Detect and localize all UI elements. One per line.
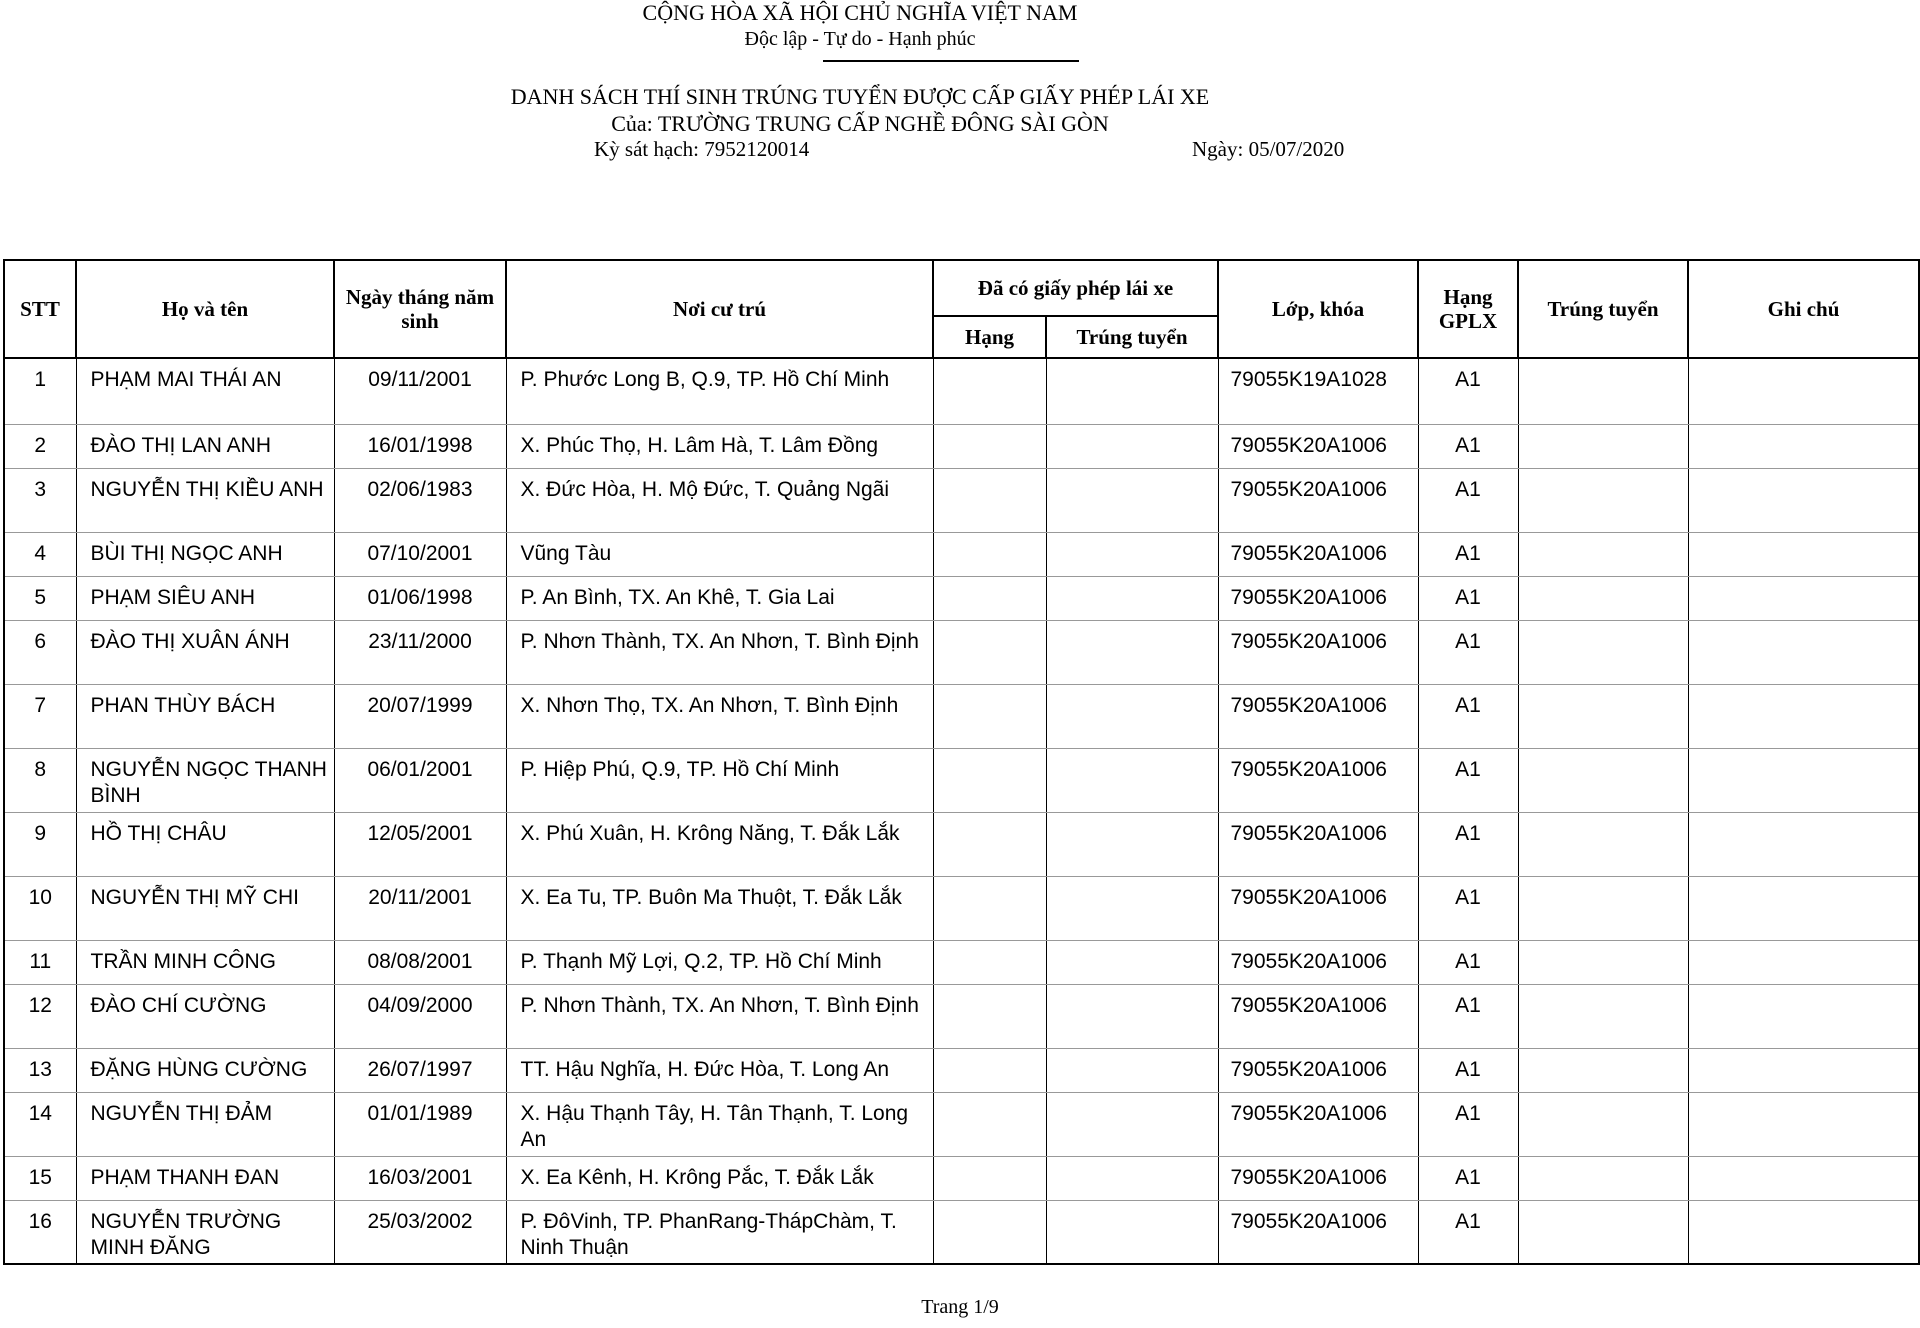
- cell-gplx: A1: [1418, 1092, 1518, 1156]
- cell-passed: [1518, 358, 1688, 424]
- cell-address: P. Nhơn Thành, TX. An Nhơn, T. Bình Định: [506, 620, 933, 684]
- cell-class: 79055K20A1006: [1218, 1092, 1418, 1156]
- cell-note: [1688, 984, 1919, 1048]
- cell-dob: 01/06/1998: [334, 576, 506, 620]
- cell-gplx: A1: [1418, 620, 1518, 684]
- cell-class: 79055K20A1006: [1218, 576, 1418, 620]
- cell-name: ĐÀO THỊ XUÂN ÁNH: [76, 620, 334, 684]
- cell-dob: 08/08/2001: [334, 940, 506, 984]
- cell-stt: 9: [4, 812, 76, 876]
- cell-name: PHẠM MAI THÁI AN: [76, 358, 334, 424]
- cell-address: P. Hiệp Phú, Q.9, TP. Hồ Chí Minh: [506, 748, 933, 812]
- cell-note: [1688, 620, 1919, 684]
- cell-license-rank: [933, 1200, 1046, 1264]
- cell-gplx: A1: [1418, 984, 1518, 1048]
- cell-name: ĐÀO THỊ LAN ANH: [76, 424, 334, 468]
- cell-passed: [1518, 576, 1688, 620]
- cell-gplx: A1: [1418, 424, 1518, 468]
- cell-class: 79055K20A1006: [1218, 748, 1418, 812]
- table-body: [4, 358, 1919, 1264]
- header-dob: Ngày tháng năm sinh: [334, 260, 506, 358]
- cell-passed: [1518, 940, 1688, 984]
- cell-address: Vũng Tàu: [506, 532, 933, 576]
- cell-passed: [1518, 468, 1688, 532]
- cell-name: HỒ THỊ CHÂU: [76, 812, 334, 876]
- cell-gplx: A1: [1418, 468, 1518, 532]
- cell-name: TRẦN MINH CÔNG: [76, 940, 334, 984]
- cell-passed: [1518, 424, 1688, 468]
- table-row: [4, 1048, 1919, 1092]
- cell-gplx: A1: [1418, 1048, 1518, 1092]
- table-row: [4, 1156, 1919, 1200]
- cell-gplx: A1: [1418, 940, 1518, 984]
- cell-class: 79055K20A1006: [1218, 620, 1418, 684]
- nation-heading: CỘNG HÒA XÃ HỘI CHỦ NGHĨA VIỆT NAM: [642, 0, 1078, 25]
- cell-stt: 10: [4, 876, 76, 940]
- cell-license-rank: [933, 684, 1046, 748]
- cell-license-passed: [1046, 468, 1218, 532]
- cell-note: [1688, 468, 1919, 532]
- cell-passed: [1518, 684, 1688, 748]
- cell-note: [1688, 1048, 1919, 1092]
- table-row: [4, 984, 1919, 1048]
- cell-note: [1688, 1200, 1919, 1264]
- table-row: [4, 532, 1919, 576]
- cell-dob: 25/03/2002: [334, 1200, 506, 1264]
- cell-note: [1688, 748, 1919, 812]
- cell-address: TT. Hậu Nghĩa, H. Đức Hòa, T. Long An: [506, 1048, 933, 1092]
- organization: Của: TRƯỜNG TRUNG CẤP NGHỀ ĐÔNG SÀI GÒN: [611, 111, 1109, 136]
- header-address: Nơi cư trú: [506, 260, 933, 358]
- cell-license-rank: [933, 1156, 1046, 1200]
- cell-note: [1688, 876, 1919, 940]
- table-row: [4, 940, 1919, 984]
- cell-passed: [1518, 1092, 1688, 1156]
- table-row: [4, 576, 1919, 620]
- cell-class: 79055K20A1006: [1218, 468, 1418, 532]
- cell-address: X. Ea Tu, TP. Buôn Ma Thuột, T. Đắk Lắk: [506, 876, 933, 940]
- cell-address: X. Đức Hòa, H. Mộ Đức, T. Quảng Ngãi: [506, 468, 933, 532]
- cell-address: X. Phú Xuân, H. Krông Năng, T. Đắk Lắk: [506, 812, 933, 876]
- cell-class: 79055K20A1006: [1218, 1156, 1418, 1200]
- cell-stt: 7: [4, 684, 76, 748]
- cell-note: [1688, 940, 1919, 984]
- cell-address: P. Phước Long B, Q.9, TP. Hồ Chí Minh: [506, 358, 933, 424]
- cell-stt: 5: [4, 576, 76, 620]
- cell-note: [1688, 684, 1919, 748]
- cell-license-passed: [1046, 940, 1218, 984]
- cell-gplx: A1: [1418, 1200, 1518, 1264]
- cell-note: [1688, 424, 1919, 468]
- cell-license-passed: [1046, 812, 1218, 876]
- table-row: [4, 1200, 1919, 1264]
- cell-passed: [1518, 532, 1688, 576]
- cell-license-rank: [933, 876, 1046, 940]
- cell-license-rank: [933, 532, 1046, 576]
- cell-passed: [1518, 620, 1688, 684]
- cell-license-rank: [933, 620, 1046, 684]
- cell-address: P. ĐôVinh, TP. PhanRang-ThápChàm, T. Ninh Thuận: [506, 1200, 933, 1264]
- cell-license-passed: [1046, 876, 1218, 940]
- table-row: [4, 812, 1919, 876]
- cell-stt: 1: [4, 358, 76, 424]
- cell-stt: 13: [4, 1048, 76, 1092]
- cell-class: 79055K20A1006: [1218, 876, 1418, 940]
- cell-stt: 11: [4, 940, 76, 984]
- cell-dob: 16/01/1998: [334, 424, 506, 468]
- cell-license-rank: [933, 424, 1046, 468]
- cell-address: P. An Bình, TX. An Khê, T. Gia Lai: [506, 576, 933, 620]
- cell-class: 79055K20A1006: [1218, 812, 1418, 876]
- cell-dob: 16/03/2001: [334, 1156, 506, 1200]
- cell-class: 79055K20A1006: [1218, 684, 1418, 748]
- candidate-table: [3, 259, 1920, 1265]
- table-row: [4, 1092, 1919, 1156]
- cell-dob: 01/01/1989: [334, 1092, 506, 1156]
- table-row: [4, 424, 1919, 468]
- cell-passed: [1518, 748, 1688, 812]
- table-header: [4, 260, 1919, 358]
- table-row: [4, 748, 1919, 812]
- cell-name: NGUYỄN THỊ MỸ CHI: [76, 876, 334, 940]
- cell-dob: 23/11/2000: [334, 620, 506, 684]
- cell-license-rank: [933, 576, 1046, 620]
- cell-dob: 06/01/2001: [334, 748, 506, 812]
- header-passed: Trúng tuyển: [1518, 260, 1688, 358]
- motto-underline: [823, 60, 1079, 62]
- cell-license-passed: [1046, 620, 1218, 684]
- header-name: Họ và tên: [76, 260, 334, 358]
- cell-gplx: A1: [1418, 358, 1518, 424]
- cell-address: P. Thạnh Mỹ Lợi, Q.2, TP. Hồ Chí Minh: [506, 940, 933, 984]
- cell-dob: 20/07/1999: [334, 684, 506, 748]
- cell-name: NGUYỄN NGỌC THANH BÌNH: [76, 748, 334, 812]
- cell-gplx: A1: [1418, 684, 1518, 748]
- exam-code: Kỳ sát hạch: 7952120014: [594, 137, 810, 161]
- document-title: DANH SÁCH THÍ SINH TRÚNG TUYỂN ĐƯỢC CẤP GIẤY PHÉP LÁI XE: [510, 84, 1210, 109]
- cell-license-rank: [933, 812, 1046, 876]
- cell-name: PHAN THÙY BÁCH: [76, 684, 334, 748]
- table-row: [4, 684, 1919, 748]
- cell-dob: 12/05/2001: [334, 812, 506, 876]
- cell-address: P. Nhơn Thành, TX. An Nhơn, T. Bình Định: [506, 984, 933, 1048]
- cell-address: X. Nhơn Thọ, TX. An Nhơn, T. Bình Định: [506, 684, 933, 748]
- cell-name: NGUYỄN TRƯỜNG MINH ĐĂNG: [76, 1200, 334, 1264]
- cell-dob: 02/06/1983: [334, 468, 506, 532]
- cell-gplx: A1: [1418, 812, 1518, 876]
- cell-gplx: A1: [1418, 532, 1518, 576]
- cell-passed: [1518, 1200, 1688, 1264]
- table-row: [4, 468, 1919, 532]
- cell-class: 79055K20A1006: [1218, 532, 1418, 576]
- cell-stt: 14: [4, 1092, 76, 1156]
- cell-class: 79055K19A1028: [1218, 358, 1418, 424]
- cell-gplx: A1: [1418, 748, 1518, 812]
- cell-license-rank: [933, 1092, 1046, 1156]
- cell-note: [1688, 1156, 1919, 1200]
- cell-stt: 8: [4, 748, 76, 812]
- cell-name: PHẠM THANH ĐAN: [76, 1156, 334, 1200]
- cell-note: [1688, 1092, 1919, 1156]
- cell-license-passed: [1046, 1048, 1218, 1092]
- cell-license-rank: [933, 940, 1046, 984]
- cell-stt: 6: [4, 620, 76, 684]
- cell-gplx: A1: [1418, 1156, 1518, 1200]
- header-license-group: Đã có giấy phép lái xe: [933, 260, 1218, 316]
- cell-stt: 15: [4, 1156, 76, 1200]
- page-number: Trang 1/9: [921, 1296, 999, 1318]
- cell-dob: 20/11/2001: [334, 876, 506, 940]
- cell-license-passed: [1046, 576, 1218, 620]
- cell-name: NGUYỄN THỊ KIỀU ANH: [76, 468, 334, 532]
- cell-dob: 04/09/2000: [334, 984, 506, 1048]
- header-class: Lớp, khóa: [1218, 260, 1418, 358]
- cell-license-passed: [1046, 1092, 1218, 1156]
- cell-license-passed: [1046, 358, 1218, 424]
- cell-dob: 26/07/1997: [334, 1048, 506, 1092]
- cell-license-passed: [1046, 984, 1218, 1048]
- cell-stt: 12: [4, 984, 76, 1048]
- cell-note: [1688, 532, 1919, 576]
- cell-class: 79055K20A1006: [1218, 424, 1418, 468]
- cell-name: BÙI THỊ NGỌC ANH: [76, 532, 334, 576]
- cell-gplx: A1: [1418, 576, 1518, 620]
- cell-license-passed: [1046, 1156, 1218, 1200]
- header-license-passed: Trúng tuyển: [1046, 316, 1218, 358]
- table-row: [4, 876, 1919, 940]
- motto: Độc lập - Tự do - Hạnh phúc: [744, 28, 976, 50]
- cell-passed: [1518, 1156, 1688, 1200]
- cell-class: 79055K20A1006: [1218, 1048, 1418, 1092]
- cell-name: ĐÀO CHÍ CƯỜNG: [76, 984, 334, 1048]
- cell-license-rank: [933, 748, 1046, 812]
- cell-dob: 07/10/2001: [334, 532, 506, 576]
- cell-license-rank: [933, 468, 1046, 532]
- exam-date: Ngày: 05/07/2020: [1192, 137, 1345, 161]
- cell-stt: 16: [4, 1200, 76, 1264]
- cell-license-rank: [933, 358, 1046, 424]
- table-row: [4, 358, 1919, 424]
- cell-name: NGUYỄN THỊ ĐẢM: [76, 1092, 334, 1156]
- cell-passed: [1518, 1048, 1688, 1092]
- cell-note: [1688, 358, 1919, 424]
- cell-note: [1688, 576, 1919, 620]
- header-stt: STT: [4, 260, 76, 358]
- cell-note: [1688, 812, 1919, 876]
- cell-address: X. Hậu Thạnh Tây, H. Tân Thạnh, T. Long An: [506, 1092, 933, 1156]
- cell-license-passed: [1046, 748, 1218, 812]
- cell-stt: 3: [4, 468, 76, 532]
- cell-passed: [1518, 984, 1688, 1048]
- cell-license-rank: [933, 1048, 1046, 1092]
- cell-address: X. Phúc Thọ, H. Lâm Hà, T. Lâm Đồng: [506, 424, 933, 468]
- cell-class: 79055K20A1006: [1218, 1200, 1418, 1264]
- cell-class: 79055K20A1006: [1218, 984, 1418, 1048]
- cell-license-passed: [1046, 1200, 1218, 1264]
- cell-class: 79055K20A1006: [1218, 940, 1418, 984]
- table-row: [4, 620, 1919, 684]
- cell-stt: 4: [4, 532, 76, 576]
- cell-gplx: A1: [1418, 876, 1518, 940]
- cell-license-passed: [1046, 424, 1218, 468]
- header-gplx: Hạng GPLX: [1418, 260, 1518, 358]
- cell-license-passed: [1046, 532, 1218, 576]
- cell-passed: [1518, 812, 1688, 876]
- cell-dob: 09/11/2001: [334, 358, 506, 424]
- header-license-rank: Hạng: [933, 316, 1046, 358]
- cell-address: X. Ea Kênh, H. Krông Pắc, T. Đắk Lắk: [506, 1156, 933, 1200]
- header-note: Ghi chú: [1688, 260, 1919, 358]
- cell-stt: 2: [4, 424, 76, 468]
- cell-passed: [1518, 876, 1688, 940]
- cell-license-passed: [1046, 684, 1218, 748]
- cell-name: ĐẶNG HÙNG CƯỜNG: [76, 1048, 334, 1092]
- cell-name: PHẠM SIÊU ANH: [76, 576, 334, 620]
- cell-license-rank: [933, 984, 1046, 1048]
